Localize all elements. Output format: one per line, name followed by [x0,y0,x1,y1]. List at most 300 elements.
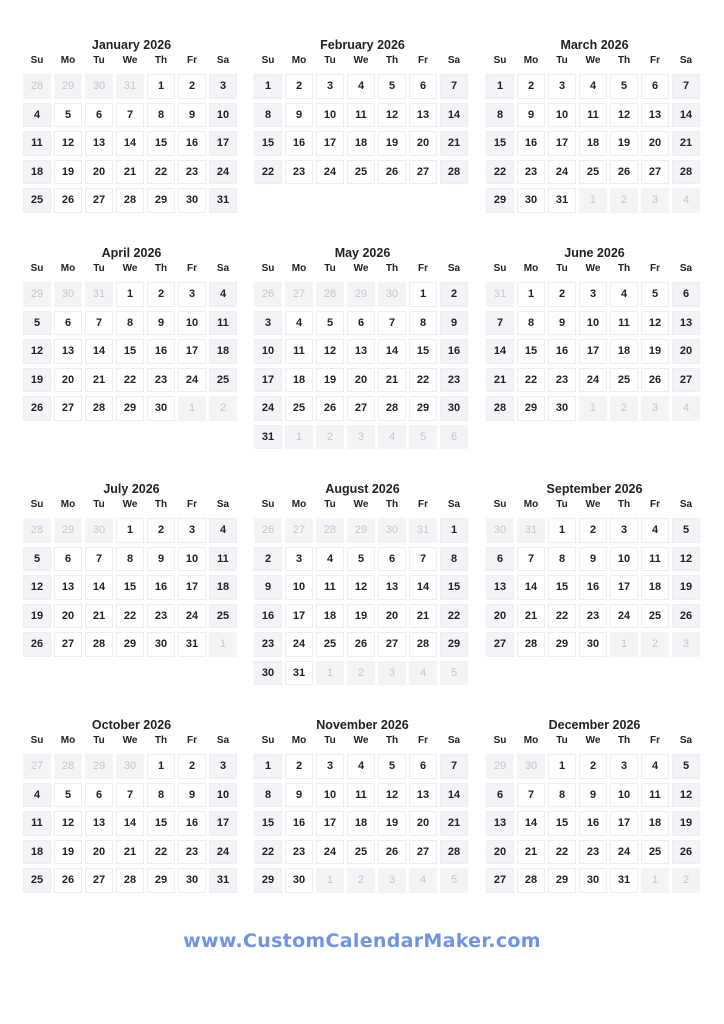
day-cell: 1 [486,74,514,99]
adjacent-month-day: 29 [54,74,82,99]
day-cell: 25 [347,160,375,185]
weekday-label: We [122,263,138,274]
month-title: July 2026 [103,482,160,496]
day-cell: 20 [672,339,700,364]
day-cell: 20 [486,604,514,629]
day-cell: 11 [347,103,375,128]
weekday-label: Su [261,263,275,274]
day-cell: 26 [610,160,638,185]
weekday-label: Su [493,263,507,274]
day-cell: 18 [347,131,375,156]
day-cell: 28 [409,632,437,657]
footer-website[interactable]: www.CustomCalendarMaker.com [183,930,541,952]
month-block [486,36,703,213]
day-cell: 5 [672,518,700,543]
month-title: November 2026 [316,718,409,732]
weekday-label: Fr [418,499,428,510]
weekday-label: Fr [650,499,660,510]
day-cell: 24 [178,368,206,393]
day-cell: 10 [579,311,607,336]
day-cell: 14 [517,575,545,600]
day-cell: 30 [285,868,313,893]
weekday-label: Fr [650,263,660,274]
day-cell: 14 [116,811,144,836]
day-cell: 5 [672,754,700,779]
day-cell: 23 [579,840,607,865]
day-cell: 4 [347,74,375,99]
day-cell: 7 [85,547,113,572]
month-title: December 2026 [548,718,641,732]
day-cell: 23 [548,368,576,393]
weekday-label: Tu [324,55,336,66]
day-cell: 27 [85,868,113,893]
weekday-label: Sa [679,55,693,66]
month-block [254,480,471,685]
day-cell: 16 [254,604,282,629]
month-block [23,480,240,657]
weekday-label: Th [617,499,631,510]
day-cell: 19 [610,131,638,156]
day-cell: 31 [254,425,282,450]
day-cell: 18 [641,811,669,836]
day-cell: 15 [116,339,144,364]
weekday-label: Mo [60,499,76,510]
month-grid [486,498,703,657]
day-cell: 5 [641,282,669,307]
day-cell: 27 [409,840,437,865]
month-block [254,716,471,893]
day-cell: 9 [517,103,545,128]
month-title: September 2026 [546,482,643,496]
day-cell: 24 [316,160,344,185]
day-cell: 29 [548,868,576,893]
day-cell: 20 [378,604,406,629]
weekday-label: Su [30,55,44,66]
day-cell: 12 [610,103,638,128]
day-cell: 25 [579,160,607,185]
day-cell: 7 [409,547,437,572]
day-cell: 12 [378,103,406,128]
month-grid [486,262,703,421]
day-cell: 5 [610,74,638,99]
day-cell: 30 [517,188,545,213]
day-cell: 17 [209,131,237,156]
day-cell: 22 [147,160,175,185]
day-cell: 13 [486,575,514,600]
day-cell: 8 [147,103,175,128]
adjacent-month-day: 1 [641,868,669,893]
day-cell: 29 [147,868,175,893]
day-cell: 12 [23,339,51,364]
month-title: January 2026 [91,38,172,52]
day-cell: 18 [23,160,51,185]
day-cell: 15 [254,131,282,156]
adjacent-month-day: 6 [440,425,468,450]
weekday-label: Th [385,735,399,746]
weekday-label: Tu [93,263,105,274]
day-cell: 2 [285,754,313,779]
day-cell: 18 [610,339,638,364]
day-cell: 26 [672,604,700,629]
adjacent-month-day: 1 [316,868,344,893]
adjacent-month-day: 1 [610,632,638,657]
day-cell: 12 [641,311,669,336]
day-cell: 2 [178,74,206,99]
weekday-label: Fr [418,735,428,746]
day-cell: 8 [254,103,282,128]
weekday-label: Sa [679,263,693,274]
day-cell: 15 [116,575,144,600]
day-cell: 5 [23,547,51,572]
day-cell: 5 [23,311,51,336]
day-cell: 12 [54,131,82,156]
day-cell: 7 [517,783,545,808]
day-cell: 16 [440,339,468,364]
day-cell: 30 [178,188,206,213]
day-cell: 5 [378,754,406,779]
day-cell: 13 [641,103,669,128]
day-cell: 28 [517,632,545,657]
day-cell: 7 [116,103,144,128]
weekday-label: We [585,735,601,746]
day-cell: 22 [147,840,175,865]
day-cell: 11 [579,103,607,128]
adjacent-month-day: 1 [579,188,607,213]
day-cell: 9 [285,783,313,808]
day-cell: 17 [579,339,607,364]
day-cell: 2 [178,754,206,779]
day-cell: 17 [610,811,638,836]
day-cell: 17 [178,575,206,600]
adjacent-month-day: 30 [116,754,144,779]
day-cell: 22 [254,160,282,185]
adjacent-month-day: 2 [209,396,237,421]
day-cell: 27 [486,868,514,893]
day-cell: 15 [409,339,437,364]
adjacent-month-day: 5 [440,868,468,893]
day-cell: 27 [347,396,375,421]
day-cell: 19 [23,604,51,629]
day-cell: 3 [316,754,344,779]
day-cell: 14 [378,339,406,364]
day-cell: 3 [254,311,282,336]
day-cell: 29 [486,188,514,213]
adjacent-month-day: 4 [409,661,437,686]
day-cell: 26 [316,396,344,421]
day-cell: 24 [316,840,344,865]
month-title: May 2026 [334,246,391,260]
day-cell: 11 [347,783,375,808]
day-cell: 19 [672,575,700,600]
day-cell: 18 [209,575,237,600]
adjacent-month-day: 28 [54,754,82,779]
day-cell: 15 [440,575,468,600]
day-cell: 25 [641,840,669,865]
day-cell: 30 [147,632,175,657]
weekday-label: Fr [650,55,660,66]
day-cell: 4 [209,282,237,307]
day-cell: 9 [579,547,607,572]
day-cell: 28 [440,840,468,865]
day-cell: 5 [347,547,375,572]
adjacent-month-day: 31 [409,518,437,543]
weekday-label: Sa [216,263,230,274]
day-cell: 6 [378,547,406,572]
day-cell: 16 [147,339,175,364]
day-cell: 31 [209,868,237,893]
day-cell: 25 [641,604,669,629]
day-cell: 26 [54,868,82,893]
weekday-label: Th [617,263,631,274]
day-cell: 4 [641,518,669,543]
day-cell: 23 [517,160,545,185]
day-cell: 10 [285,575,313,600]
adjacent-month-day: 4 [672,188,700,213]
day-cell: 15 [486,131,514,156]
day-cell: 1 [409,282,437,307]
day-cell: 7 [672,74,700,99]
day-cell: 14 [517,811,545,836]
day-cell: 11 [641,547,669,572]
day-cell: 26 [641,368,669,393]
weekday-label: Th [154,499,168,510]
weekday-label: Fr [187,499,197,510]
month-grid [23,54,240,213]
day-cell: 22 [517,368,545,393]
day-cell: 18 [316,604,344,629]
day-cell: 8 [147,783,175,808]
day-cell: 12 [672,547,700,572]
day-cell: 27 [641,160,669,185]
day-cell: 4 [23,103,51,128]
day-cell: 1 [548,518,576,543]
month-grid [23,498,240,657]
day-cell: 21 [440,811,468,836]
weekday-label: Sa [447,263,461,274]
weekday-label: Mo [60,55,76,66]
day-cell: 13 [54,339,82,364]
day-cell: 26 [54,188,82,213]
day-cell: 7 [378,311,406,336]
day-cell: 16 [579,811,607,836]
day-cell: 28 [440,160,468,185]
adjacent-month-day: 30 [378,282,406,307]
month-grid [23,734,240,893]
day-cell: 18 [641,575,669,600]
day-cell: 10 [209,103,237,128]
day-cell: 6 [486,783,514,808]
day-cell: 20 [641,131,669,156]
day-cell: 6 [85,103,113,128]
day-cell: 9 [440,311,468,336]
day-cell: 25 [610,368,638,393]
day-cell: 23 [440,368,468,393]
month-title: March 2026 [560,38,629,52]
day-cell: 15 [254,811,282,836]
day-cell: 4 [579,74,607,99]
day-cell: 18 [285,368,313,393]
month-grid [254,734,471,893]
day-cell: 28 [85,396,113,421]
weekday-label: Th [385,55,399,66]
day-cell: 31 [209,188,237,213]
weekday-label: Tu [556,263,568,274]
day-cell: 11 [610,311,638,336]
weekday-label: Th [617,55,631,66]
day-cell: 19 [54,160,82,185]
day-cell: 27 [672,368,700,393]
day-cell: 14 [486,339,514,364]
weekday-label: Tu [324,263,336,274]
day-cell: 12 [54,811,82,836]
day-cell: 22 [486,160,514,185]
day-cell: 13 [85,131,113,156]
day-cell: 6 [672,282,700,307]
weekday-label: Tu [324,499,336,510]
day-cell: 20 [85,840,113,865]
adjacent-month-day: 30 [517,754,545,779]
weekday-label: Mo [291,263,307,274]
day-cell: 4 [641,754,669,779]
adjacent-month-day: 30 [85,74,113,99]
adjacent-month-day: 2 [610,188,638,213]
weekday-label: Fr [187,263,197,274]
adjacent-month-day: 2 [316,425,344,450]
day-cell: 21 [85,368,113,393]
day-cell: 16 [285,131,313,156]
day-cell: 22 [116,368,144,393]
day-cell: 27 [409,160,437,185]
day-cell: 11 [316,575,344,600]
day-cell: 6 [85,783,113,808]
day-cell: 19 [641,339,669,364]
day-cell: 20 [347,368,375,393]
day-cell: 28 [116,868,144,893]
day-cell: 8 [116,547,144,572]
day-cell: 21 [486,368,514,393]
day-cell: 16 [517,131,545,156]
day-cell: 29 [440,632,468,657]
day-cell: 29 [409,396,437,421]
day-cell: 26 [378,840,406,865]
adjacent-month-day: 2 [641,632,669,657]
day-cell: 20 [409,131,437,156]
adjacent-month-day: 5 [409,425,437,450]
day-cell: 19 [23,368,51,393]
day-cell: 6 [347,311,375,336]
day-cell: 1 [254,74,282,99]
day-cell: 25 [209,604,237,629]
adjacent-month-day: 3 [672,632,700,657]
day-cell: 18 [579,131,607,156]
day-cell: 6 [409,754,437,779]
day-cell: 25 [23,868,51,893]
weekday-label: Sa [679,735,693,746]
day-cell: 17 [316,131,344,156]
day-cell: 15 [548,575,576,600]
day-cell: 16 [147,575,175,600]
day-cell: 6 [54,311,82,336]
month-block [254,36,471,184]
day-cell: 7 [116,783,144,808]
adjacent-month-day: 1 [178,396,206,421]
month-block [486,716,703,893]
weekday-label: Sa [447,55,461,66]
day-cell: 3 [209,754,237,779]
day-cell: 12 [378,783,406,808]
adjacent-month-day: 3 [347,425,375,450]
day-cell: 9 [579,783,607,808]
weekday-label: Tu [556,499,568,510]
day-cell: 15 [517,339,545,364]
day-cell: 8 [548,547,576,572]
day-cell: 21 [409,604,437,629]
day-cell: 31 [178,632,206,657]
day-cell: 16 [548,339,576,364]
day-cell: 22 [548,840,576,865]
day-cell: 21 [116,160,144,185]
day-cell: 10 [316,783,344,808]
day-cell: 14 [85,339,113,364]
month-block [254,244,471,449]
day-cell: 14 [409,575,437,600]
weekday-label: We [353,55,369,66]
weekday-label: Fr [187,55,197,66]
adjacent-month-day: 30 [378,518,406,543]
month-title: August 2026 [325,482,400,496]
day-cell: 29 [116,396,144,421]
adjacent-month-day: 31 [517,518,545,543]
day-cell: 26 [347,632,375,657]
month-grid [254,54,471,184]
day-cell: 10 [610,547,638,572]
day-cell: 30 [579,632,607,657]
weekday-label: Mo [523,499,539,510]
day-cell: 10 [548,103,576,128]
day-cell: 29 [548,632,576,657]
day-cell: 1 [147,754,175,779]
day-cell: 14 [85,575,113,600]
day-cell: 8 [116,311,144,336]
day-cell: 16 [178,811,206,836]
day-cell: 28 [517,868,545,893]
day-cell: 23 [254,632,282,657]
weekday-label: Mo [523,55,539,66]
weekday-label: We [122,55,138,66]
day-cell: 9 [548,311,576,336]
day-cell: 2 [285,74,313,99]
adjacent-month-day: 3 [641,188,669,213]
weekday-label: We [353,263,369,274]
day-cell: 23 [147,604,175,629]
day-cell: 18 [347,811,375,836]
adjacent-month-day: 4 [409,868,437,893]
day-cell: 23 [579,604,607,629]
day-cell: 17 [316,811,344,836]
month-title: April 2026 [101,246,162,260]
day-cell: 6 [54,547,82,572]
day-cell: 17 [610,575,638,600]
day-cell: 2 [254,547,282,572]
day-cell: 27 [486,632,514,657]
day-cell: 4 [610,282,638,307]
day-cell: 31 [610,868,638,893]
day-cell: 17 [548,131,576,156]
day-cell: 5 [54,783,82,808]
adjacent-month-day: 2 [347,868,375,893]
day-cell: 26 [672,840,700,865]
day-cell: 1 [116,282,144,307]
